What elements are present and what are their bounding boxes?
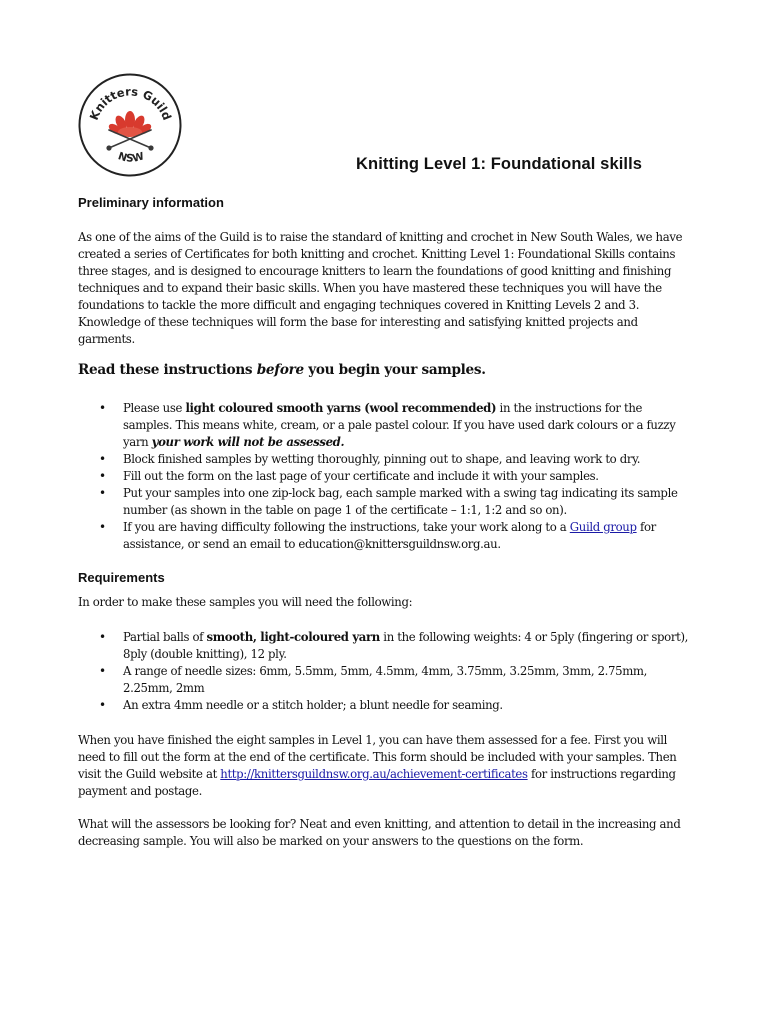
preliminary-heading: Preliminary information — [78, 195, 224, 210]
list-item: • Fill out the form on the last page of your certificate and include it with your samples. — [78, 468, 690, 485]
logo-text-top: Knitters Guild — [86, 84, 175, 123]
list-item: • Partial balls of smooth, light-coloured yarn in the following weights: 4 or 5ply (fingering or sport), 8ply (double knitting), 12 ply. — [78, 629, 690, 663]
requirements-intro: In order to make these samples you will need the following: — [78, 595, 413, 609]
page-title: Knitting Level 1: Foundational skills — [356, 155, 643, 173]
list-item: • Put your samples into one zip-lock bag, each sample marked with a swing tag indicating its sample number (as shown in the table on page 1 of the certificate – 1:1, 1:2 and so on). — [78, 485, 690, 519]
list-item: • An extra 4mm needle or a stitch holder; a blunt needle for seaming. — [78, 697, 690, 714]
list-item: • Block finished samples by wetting thoroughly, pinning out to shape, and leaving work to dry. — [78, 451, 690, 468]
list-item: • A range of needle sizes: 6mm, 5.5mm, 5mm, 4.5mm, 4mm, 3.75mm, 3.25mm, 3mm, 2.75mm, 2.25mm, 2mm — [78, 663, 690, 697]
requirements-heading: Requirements — [78, 570, 165, 585]
requirements-list — [78, 629, 690, 714]
assessors-paragraph: What will the assessors be looking for? Neat and even knitting, and attention to detail in the increasing and decreasing sample. You will also be marked on your answers to the questions on the form. — [78, 817, 681, 848]
assessment-paragraph: When you have finished the eight samples in Level 1, you can have them assessed for a fee. First you will need to fill out the form at the end of the certificate. This form should be included with your samples. Then visit the Guild website at http://knittersguildnsw.org.au/achievement-certificates for instructions regarding payment and postage. — [78, 733, 677, 798]
preliminary-paragraph: As one of the aims of the Guild is to raise the standard of knitting and crochet in New South Wales, we have created a series of Certificates for both knitting and crochet. Knitting Level 1: Foundational Skills contains three stages, and is designed to encourage knitters to learn the foundations of good knitting and finishing techniques and to expand their basic skills. When you have mastered these techniques you will have the foundations to tackle the more difficult and engaging techniques covered in Knitting Levels 2 and 3. Knowledge of these techniques will form the base for interesting and satisfying knitted projects and garments. — [78, 230, 683, 346]
list-item: • Please use light coloured smooth yarns (wool recommended) in the instructions for the samples. This means white, cream, or a pale pastel colour. If you have used dark colours or a fuzzy yarn your work will not be assessed. — [78, 400, 690, 451]
guild-group-link[interactable]: Guild group — [569, 520, 637, 534]
logo-text-bottom: NSW — [116, 150, 146, 165]
instructions-list — [78, 400, 690, 553]
instructions-heading: Read these instructions before you begin your samples. — [78, 362, 486, 378]
achievement-certificates-link[interactable]: http://knittersguildnsw.org.au/achievement-certificates — [220, 767, 528, 781]
knitters-guild-logo — [77, 72, 183, 178]
list-item: • If you are having difficulty following the instructions, take your work along to a Guild group for assistance, or send an email to education@knittersguildnsw.org.au. — [78, 519, 690, 553]
